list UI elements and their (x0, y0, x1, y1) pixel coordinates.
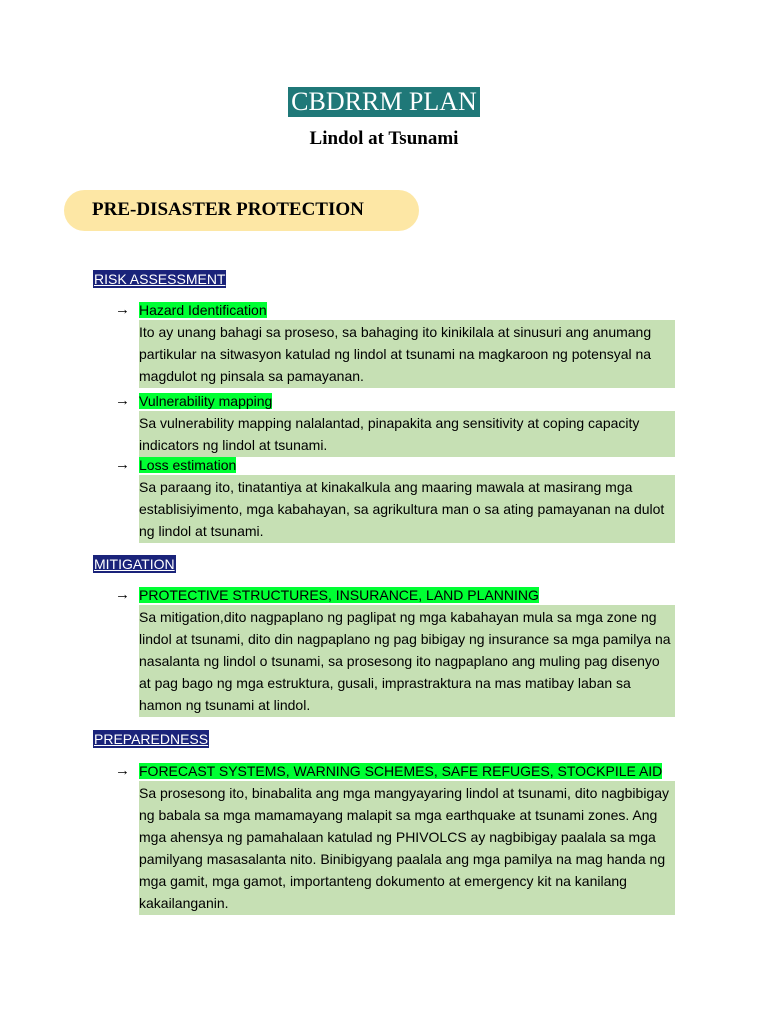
item-description: Sa prosesong ito, binabalita ang mga mangyayaring lindol at tsunami, dito nagbibigay ng babala sa mga mamamayang malapit sa mga earthquake at tsunami zones. Ang mga ahensya ng pamahalaan katulad ng PHIVOLCS ay nagbibigay paalala sa mga pamilyang masasalanta nito. Binibigyang paalala ang mga pamilya na mag handa ng mga gamit, mga gamot, importanteng dokumento at emergency kit na kanilang kakailanganin. (139, 781, 675, 915)
item-label: FORECAST SYSTEMS, WARNING SCHEMES, SAFE REFUGES, STOCKPILE AID (139, 763, 663, 779)
list-item-hazard-identification (115, 300, 675, 388)
list-item-protective-structures (115, 585, 675, 717)
document-subtitle: Lindol at Tsunami (309, 128, 459, 149)
arrow-icon: → (115, 586, 130, 603)
item-label: PROTECTIVE STRUCTURES, INSURANCE, LAND PLANNING (139, 587, 539, 603)
section-heading-preparedness: PREPAREDNESS (94, 731, 209, 747)
item-description: Sa paraang ito, tinatantiya at kinakalkula ang maaring mawala at masirang mga establisiyimento, mga kabahayan, sa agrikultura man o sa ating pamayanan na dulot ng lindol at tsunami. (139, 475, 675, 543)
phase-banner (64, 190, 419, 231)
list-item-loss-estimation (115, 455, 675, 543)
arrow-icon: → (115, 762, 130, 779)
arrow-icon: → (115, 301, 130, 318)
phase-title: PRE-DISASTER PROTECTION (92, 199, 364, 220)
section-heading-mitigation: MITIGATION (94, 556, 175, 572)
item-description: Sa vulnerability mapping nalalantad, pinapakita ang sensitivity at coping capacity indicators ng lindol at tsunami. (139, 411, 675, 457)
item-label: Loss estimation (139, 457, 237, 473)
item-description: Ito ay unang bahagi sa proseso, sa bahaging ito kinikilala at sinusuri ang anumang partikular na sitwasyon katulad ng lindol at tsunami na magkaroon ng potensyal na magdulot ng pinsala sa pamayanan. (139, 320, 675, 388)
section-heading-risk-assessment: RISK ASSESSMENT (94, 271, 226, 287)
arrow-icon: → (115, 392, 130, 409)
list-item-forecast-systems (115, 761, 675, 915)
title-wrap (0, 87, 768, 117)
document-title: CBDRRM PLAN (288, 87, 480, 117)
list-item-vulnerability-mapping (115, 391, 675, 457)
item-description: Sa mitigation,dito nagpaplano ng paglipat ng mga kabahayan mula sa mga zone ng lindol at tsunami, dito din nagpaplano ng pag bibigay ng insurance sa mga pamilya na nasalanta ng lindol o tsunami, sa prosesong ito nagpaplano ang muling pag disenyo at pag bago ng mga estruktura, gusali, imprastraktura na mas matibay laban sa hamon ng tsunami at lindol. (139, 605, 675, 717)
item-label: Vulnerability mapping (139, 393, 273, 409)
item-label: Hazard Identification (139, 302, 267, 318)
arrow-icon: → (115, 456, 130, 473)
